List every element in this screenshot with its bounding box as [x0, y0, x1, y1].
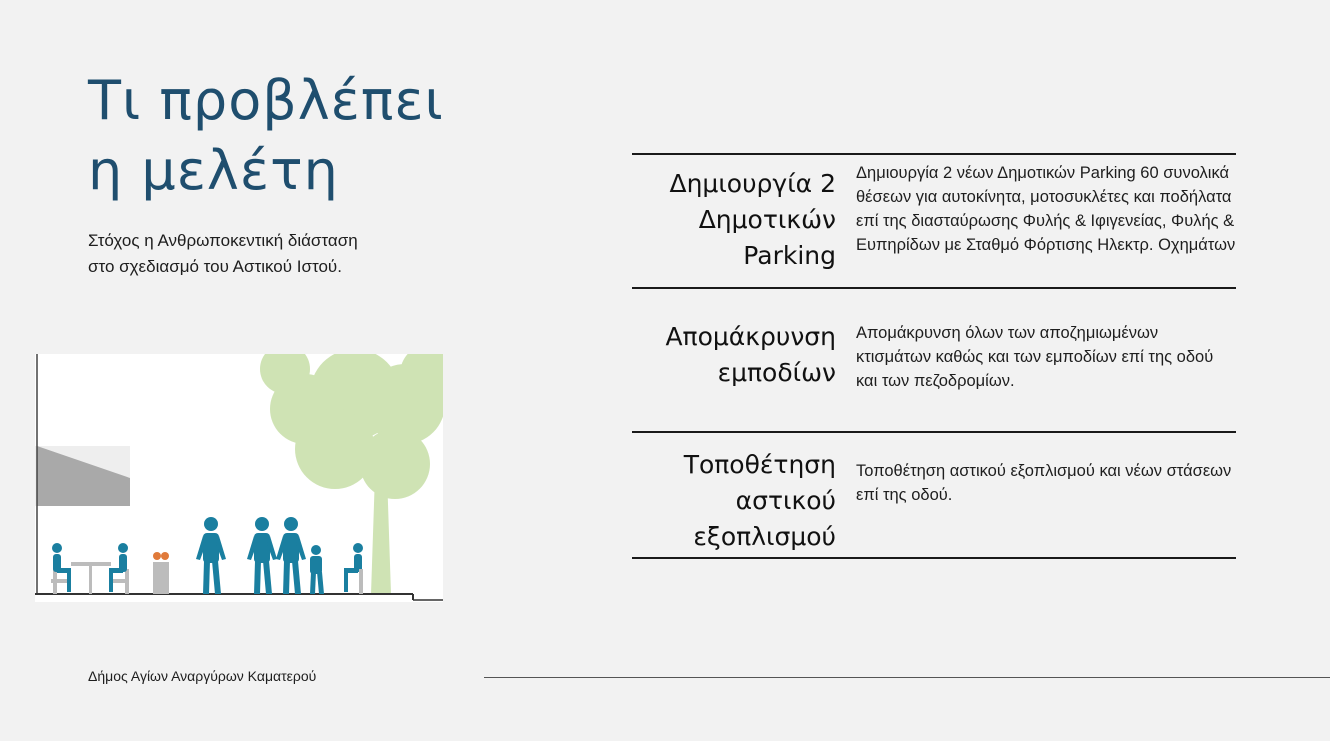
awning-icon [35, 446, 130, 506]
table-row [632, 431, 1236, 559]
table-row [632, 153, 1236, 287]
table-row [632, 287, 1236, 431]
row-heading: Απομάκρυνση εμποδίων [665, 322, 836, 387]
page-title [88, 66, 508, 206]
measures-table [632, 153, 1236, 559]
title-line-1: Τι προβλέπει [88, 69, 444, 132]
footer-divider [484, 677, 1330, 678]
row-description: Τοποθέτηση αστικού εξοπλισμού και νέων στάσεων επί της οδού. [856, 462, 1232, 504]
row-description: Δημιουργία 2 νέων Δημοτικών Parking 60 συνολικά θέσεων για αυτοκίνητα, μοτοσυκλέτες και ποδήλατα επί της διασταύρωσης Φυλής & Ιφιγενείας, Φυλής & Ευπηρίδων με Σταθμό Φόρτισης Ηλεκτρ. Οχημάτων [856, 164, 1236, 254]
row-description: Απομάκρυνση όλων των αποζημιωμένων κτισμάτων καθώς και των εμποδίων επί της οδού και των πεζοδρομίων. [856, 324, 1214, 390]
title-line-2: η μελέτη [88, 139, 339, 202]
subtitle: Στόχος η Ανθρωποκεντική διάσταση στο σχεδιασμό του Αστικού Ιστού. [88, 231, 358, 276]
footer-text: Δήμος Αγίων Αναργύρων Καματερού [88, 668, 317, 684]
street-illustration [35, 354, 443, 602]
row-heading: Τοποθέτηση αστικού εξοπλισμού [683, 450, 836, 551]
row-heading: Δημιουργία 2 Δημοτικών Parking [669, 169, 836, 270]
